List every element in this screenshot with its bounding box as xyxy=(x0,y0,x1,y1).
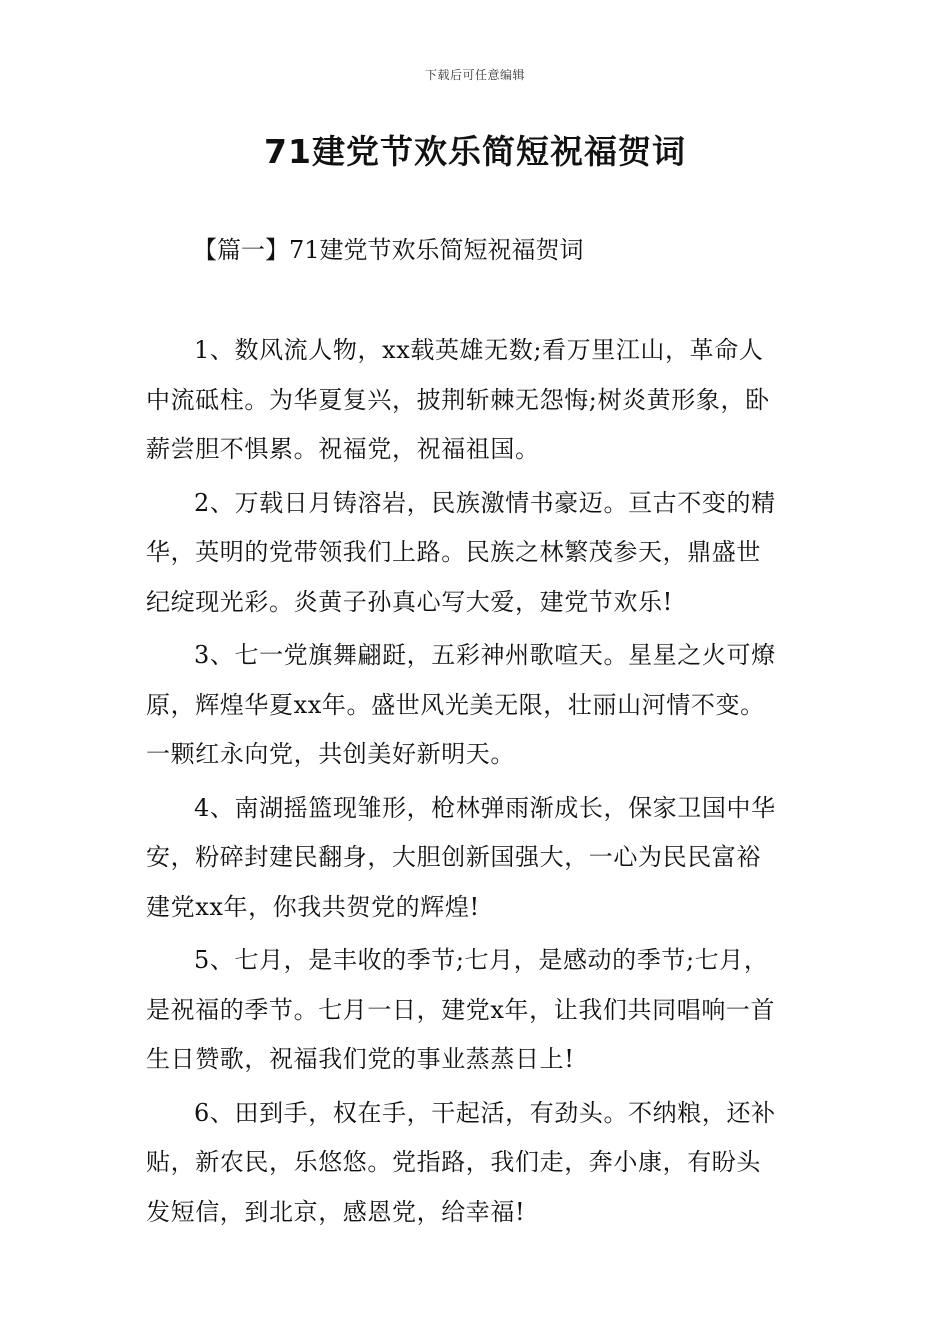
paragraph-1 xyxy=(146,326,806,475)
paragraph-line: 建党xx年，你我共贺党的辉煌! xyxy=(146,892,480,921)
paragraph-line: 纪绽现光彩。炎黄子孙真心写大爱，建党节欢乐! xyxy=(146,587,673,616)
paragraph-line: 薪尝胆不惧累。祝福党，祝福祖国。 xyxy=(146,435,540,463)
paragraph-line: 6、田到手，权在手，干起活，有劲头。不纳粮，还补 xyxy=(194,1098,776,1127)
paragraph-6 xyxy=(146,1089,806,1238)
paragraph-line: 3、七一党旗舞翩跹，五彩神州歌喧天。星星之火可燎 xyxy=(194,641,776,669)
paragraph-line: 原，辉煌华夏xx年。盛世风光美无限，壮丽山河情不变。 xyxy=(146,690,765,719)
paragraph-2 xyxy=(146,479,806,628)
paragraph-line: 1、数风流人物，xx载英雄无数;看万里江山，革命人 xyxy=(194,336,764,364)
paragraph-line: 贴，新农民，乐悠悠。党指路，我们走，奔小康，有盼头 xyxy=(146,1148,761,1176)
header-note: 下载后可任意编辑 xyxy=(424,68,525,82)
paragraph-3 xyxy=(146,631,806,780)
document-body xyxy=(146,326,806,1241)
paragraph-5 xyxy=(146,936,806,1085)
paragraph-line: 一颗红永向党，共创美好新明天。 xyxy=(146,740,515,768)
paragraph-line: 华，英明的党带领我们上路。民族之林繁茂参天，鼎盛世 xyxy=(146,538,761,566)
paragraph-line: 是祝福的季节。七月一日，建党x年，让我们共同唱响一首 xyxy=(146,995,776,1024)
paragraph-line: 4、南湖摇篮现雏形，枪林弹雨渐成长，保家卫国中华 xyxy=(194,793,776,822)
paragraph-line: 安，粉碎封建民翻身，大胆创新国强大，一心为民民富裕 xyxy=(146,843,761,871)
paragraph-line: 5、七月，是丰收的季节;七月，是感动的季节;七月， xyxy=(194,946,769,974)
document-title: 71建党节欢乐简短祝福贺词 xyxy=(264,132,686,171)
section-heading: 【篇一】71建党节欢乐简短祝福贺词 xyxy=(193,236,584,264)
paragraph-line: 生日赞歌，祝福我们党的事业蒸蒸日上! xyxy=(146,1045,575,1073)
paragraph-line: 发短信，到北京，感恩党，给幸福! xyxy=(146,1197,526,1226)
paragraph-4 xyxy=(146,784,806,933)
paragraph-line: 2、万载日月铸溶岩，民族激情书豪迈。亘古不变的精 xyxy=(194,488,776,517)
paragraph-line: 中流砥柱。为华夏复兴，披荆斩棘无怨悔;树炎黄形象，卧 xyxy=(146,385,770,414)
